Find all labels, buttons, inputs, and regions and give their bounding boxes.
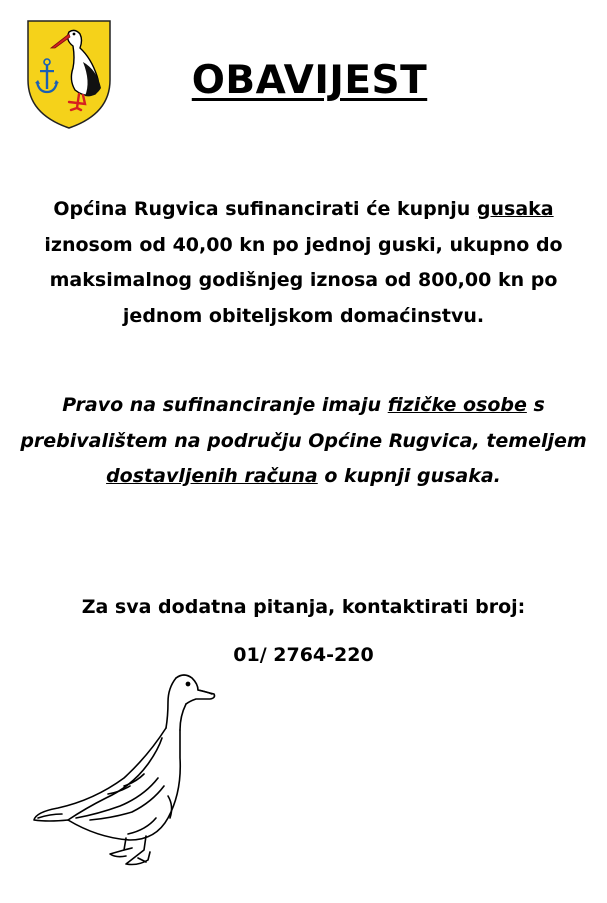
underlined-term-dostavljenih-racuna: dostavljenih računa [106,465,318,487]
paragraph-text: s prebivalištem na području Općine Rugvica, temeljem [20,394,587,452]
underlined-term-gusaka: gusaka [476,198,554,220]
paragraph-text: o kupnji gusaka. [317,465,501,487]
contact-phone-number: 01/ 2764-220 [233,644,374,666]
contact-label: Za sva dodatna pitanja, kontaktirati broj: [81,596,526,618]
page-title: OBAVIJEST [191,58,428,103]
goose-icon [28,668,220,873]
underlined-term-fizicke-osobe: fizičke osobe [387,394,527,416]
paragraph-text: iznosom od 40,00 kn po jednoj guski, ukupno do maksimalnog godišnjeg iznosa od 800,00 kn po jednom obiteljskom domaćinstvu. [44,233,563,327]
paragraph-text: Općina Rugvica sufinancirati će kupnju [53,198,477,220]
paragraph-text: Pravo na sufinanciranje imaju [62,394,388,416]
cofinancing-paragraph [20,192,587,334]
eligibility-paragraph [20,388,587,495]
